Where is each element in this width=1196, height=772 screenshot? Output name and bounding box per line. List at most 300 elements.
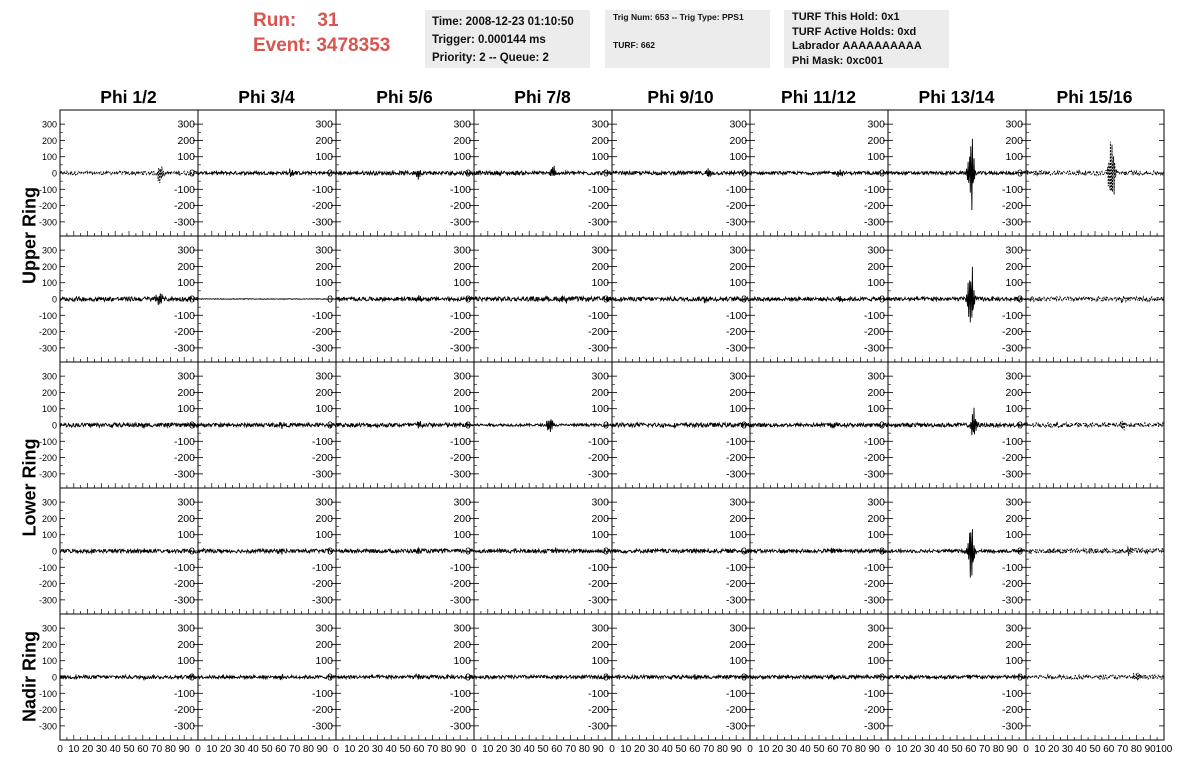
waveform-trace (198, 549, 336, 555)
y-tick-label: 200 (177, 134, 195, 147)
x-tick-label: 70 (289, 744, 301, 755)
y-tick-label: 300 (591, 118, 609, 131)
x-tick-label: 50 (123, 744, 135, 755)
waveform-trace (1026, 546, 1164, 555)
y-tick-label: -300 (863, 216, 885, 229)
waveform-trace (336, 167, 474, 180)
y-tick-label: 300 (41, 497, 57, 508)
y-tick-label: 200 (41, 135, 57, 146)
x-tick-label: 80 (302, 744, 314, 755)
y-tick-label: -200 (449, 704, 471, 717)
y-tick-label: -300 (1001, 594, 1023, 607)
x-tick-label: 80 (1130, 744, 1142, 755)
y-tick-label: -200 (311, 200, 333, 213)
y-tick-label: -100 (863, 561, 885, 574)
y-tick-label: 0 (51, 672, 57, 683)
x-tick-label: 0 (885, 744, 891, 755)
x-tick-label: 10 (68, 744, 80, 755)
y-tick-label: 0 (741, 293, 747, 306)
y-tick-label: -100 (1001, 435, 1023, 448)
y-tick-label: 300 (729, 622, 747, 635)
y-tick-label: 0 (465, 545, 471, 558)
y-tick-label: 200 (315, 512, 333, 525)
x-tick-label: 50 (675, 744, 687, 755)
y-tick-label: -200 (311, 452, 333, 465)
y-tick-label: -100 (449, 561, 471, 574)
y-tick-label: -300 (587, 594, 609, 607)
y-tick-label: 300 (453, 622, 471, 635)
column-title: Phi 1/2 (100, 87, 157, 107)
waveform-trace (750, 296, 888, 302)
y-tick-label: -200 (449, 578, 471, 591)
y-tick-label: -300 (1001, 216, 1023, 229)
y-tick-label: 300 (315, 118, 333, 131)
waveform-panel (1002, 488, 1164, 614)
x-tick-label: 30 (785, 744, 797, 755)
y-tick-label: -200 (863, 452, 885, 465)
y-tick-label: 0 (327, 293, 333, 306)
waveform-panel (312, 614, 474, 755)
y-tick-label: 100 (315, 151, 333, 164)
waveform-trace (474, 548, 612, 554)
y-tick-label: 100 (315, 277, 333, 290)
y-tick-label: 200 (315, 386, 333, 399)
y-tick-label: 300 (41, 371, 57, 382)
waveform-panel (864, 614, 1026, 755)
waveform-panel (1002, 614, 1173, 755)
y-tick-label: -100 (311, 561, 333, 574)
y-tick-label: 200 (453, 638, 471, 651)
y-tick-label: -100 (587, 687, 609, 700)
y-tick-label: 100 (177, 529, 195, 542)
y-tick-label: -300 (38, 721, 57, 732)
waveform-panel (174, 614, 336, 755)
y-tick-label: -300 (311, 216, 333, 229)
y-tick-label: -200 (311, 704, 333, 717)
waveform-trace (1026, 673, 1164, 680)
y-tick-label: 300 (1005, 622, 1023, 635)
y-tick-label: 300 (41, 623, 57, 634)
x-tick-label: 50 (1089, 744, 1101, 755)
y-tick-label: 300 (867, 496, 885, 509)
y-tick-label: -200 (173, 452, 195, 465)
x-tick-label: 0 (57, 744, 63, 755)
y-tick-label: 100 (41, 404, 57, 415)
x-tick-label: 40 (523, 744, 535, 755)
y-tick-label: -200 (725, 326, 747, 339)
x-tick-label: 20 (1048, 744, 1060, 755)
y-tick-label: -200 (1001, 200, 1023, 213)
x-tick-label: 90 (730, 744, 742, 755)
y-tick-label: 200 (1005, 134, 1023, 147)
y-tick-label: 100 (867, 277, 885, 290)
y-tick-label: -300 (587, 720, 609, 733)
y-tick-label: -100 (449, 687, 471, 700)
y-tick-label: -300 (173, 594, 195, 607)
x-tick-label: 20 (220, 744, 232, 755)
y-tick-label: 100 (867, 529, 885, 542)
y-tick-label: -200 (311, 578, 333, 591)
y-tick-label: 300 (453, 118, 471, 131)
y-tick-label: -100 (449, 309, 471, 322)
x-tick-label: 60 (827, 744, 839, 755)
y-tick-label: 200 (453, 512, 471, 525)
y-tick-label: 100 (41, 278, 57, 289)
y-tick-label: 200 (591, 260, 609, 273)
x-tick-label: 50 (537, 744, 549, 755)
y-tick-label: -200 (1001, 578, 1023, 591)
y-tick-label: 300 (1005, 244, 1023, 257)
y-tick-label: 0 (879, 419, 885, 432)
time-text: Time: 2008-12-23 01:10:50 (432, 16, 574, 28)
x-tick-label: 40 (1075, 744, 1087, 755)
y-tick-label: 0 (465, 293, 471, 306)
y-tick-label: 100 (453, 529, 471, 542)
y-tick-label: 0 (51, 420, 57, 431)
y-tick-label: 100 (1005, 655, 1023, 668)
y-tick-label: 200 (41, 387, 57, 398)
y-tick-label: 300 (1005, 370, 1023, 383)
y-tick-label: 300 (591, 496, 609, 509)
x-tick-label: 60 (275, 744, 287, 755)
y-tick-label: 300 (453, 370, 471, 383)
waveform-trace (474, 166, 612, 176)
y-tick-label: -100 (725, 183, 747, 196)
y-tick-label: 300 (1005, 118, 1023, 131)
y-tick-label: 300 (729, 244, 747, 257)
y-tick-label: -200 (38, 201, 57, 212)
waveform-trace (612, 297, 750, 304)
y-tick-label: -200 (725, 200, 747, 213)
y-tick-label: -300 (725, 342, 747, 355)
y-tick-label: 0 (327, 545, 333, 558)
x-tick-label: 10 (1034, 744, 1046, 755)
x-tick-label: 40 (247, 744, 259, 755)
turf-active-text: TURF Active Holds: 0xd (792, 25, 917, 38)
run-value: 31 (317, 10, 339, 31)
y-tick-label: 200 (315, 638, 333, 651)
y-tick-label: -100 (38, 184, 57, 195)
y-tick-label: -100 (449, 435, 471, 448)
y-tick-label: 300 (315, 370, 333, 383)
y-tick-label: 300 (453, 496, 471, 509)
y-tick-label: 200 (41, 513, 57, 524)
x-tick-label: 90 (1144, 744, 1156, 755)
y-tick-label: -300 (173, 468, 195, 481)
y-tick-label: -200 (863, 578, 885, 591)
waveform-trace (1026, 142, 1164, 195)
waveform-trace (1026, 421, 1164, 430)
y-tick-label: 300 (729, 118, 747, 131)
y-tick-label: 200 (315, 260, 333, 273)
turf-text: TURF: 662 (613, 40, 656, 50)
waveform-panel (1002, 236, 1164, 362)
x-tick-label: 90 (178, 744, 190, 755)
waveform-trace (750, 675, 888, 680)
y-tick-label: 100 (453, 151, 471, 164)
y-tick-label: 0 (51, 294, 57, 305)
y-tick-label: -300 (311, 342, 333, 355)
y-tick-label: -200 (863, 200, 885, 213)
waveform-trace (198, 299, 336, 300)
x-tick-label: 10 (344, 744, 356, 755)
y-tick-label: -100 (173, 561, 195, 574)
x-tick-label: 60 (689, 744, 701, 755)
waveform-trace (198, 422, 336, 429)
y-tick-label: 0 (189, 293, 195, 306)
y-tick-label: -300 (449, 594, 471, 607)
y-tick-label: -300 (863, 468, 885, 481)
x-tick-label: 90 (454, 744, 466, 755)
y-tick-label: -100 (587, 183, 609, 196)
y-tick-label: -200 (38, 579, 57, 590)
y-tick-label: 200 (177, 638, 195, 651)
waveform-panel (726, 614, 888, 755)
x-tick-label: 20 (910, 744, 922, 755)
y-tick-label: 300 (177, 622, 195, 635)
y-tick-label: 100 (315, 403, 333, 416)
x-tick-label: 10 (206, 744, 218, 755)
y-tick-label: -100 (38, 688, 57, 699)
y-tick-label: 0 (1017, 167, 1023, 180)
y-tick-label: 300 (867, 244, 885, 257)
y-tick-label: 200 (591, 386, 609, 399)
x-tick-label: 20 (634, 744, 646, 755)
y-tick-label: 100 (1005, 151, 1023, 164)
y-tick-label: -200 (1001, 704, 1023, 717)
y-tick-label: -100 (173, 183, 195, 196)
y-tick-label: -100 (173, 309, 195, 322)
y-tick-label: 0 (1017, 545, 1023, 558)
y-tick-label: -200 (863, 326, 885, 339)
y-tick-label: 100 (1005, 403, 1023, 416)
y-tick-label: -300 (38, 217, 57, 228)
y-tick-label: 300 (41, 119, 57, 130)
y-tick-label: 300 (1005, 496, 1023, 509)
y-tick-label: 300 (591, 244, 609, 257)
y-tick-label: 300 (177, 370, 195, 383)
y-tick-label: 0 (189, 671, 195, 684)
waveform-panel (588, 614, 750, 755)
y-tick-label: 200 (729, 260, 747, 273)
y-tick-label: -200 (449, 452, 471, 465)
x-tick-label: 30 (371, 744, 383, 755)
y-tick-label: -200 (449, 200, 471, 213)
y-tick-label: -200 (38, 327, 57, 338)
y-tick-label: 100 (591, 277, 609, 290)
y-tick-label: -100 (587, 309, 609, 322)
y-tick-label: -200 (587, 452, 609, 465)
x-tick-label: 0 (747, 744, 753, 755)
y-tick-label: -100 (449, 183, 471, 196)
y-tick-label: -200 (725, 452, 747, 465)
y-tick-label: -100 (725, 309, 747, 322)
x-tick-label: 0 (195, 744, 201, 755)
y-tick-label: -100 (863, 687, 885, 700)
y-tick-label: -300 (449, 216, 471, 229)
event-label: Event: (253, 35, 312, 56)
y-tick-label: 100 (177, 151, 195, 164)
y-tick-label: 0 (741, 671, 747, 684)
y-tick-label: 200 (177, 260, 195, 273)
waveform-trace (750, 548, 888, 553)
y-tick-label: 200 (41, 639, 57, 650)
y-tick-label: 0 (1017, 293, 1023, 306)
x-tick-label: 30 (647, 744, 659, 755)
y-tick-label: -300 (311, 468, 333, 481)
y-tick-label: 0 (603, 293, 609, 306)
y-tick-label: -100 (38, 310, 57, 321)
y-tick-label: 300 (177, 118, 195, 131)
waveform-trace (60, 549, 198, 554)
y-tick-label: -300 (587, 342, 609, 355)
x-tick-label: 40 (661, 744, 673, 755)
x-tick-label: 50 (399, 744, 411, 755)
x-tick-label: 50 (261, 744, 273, 755)
y-tick-label: -200 (1001, 326, 1023, 339)
x-tick-label: 30 (233, 744, 245, 755)
y-tick-label: -300 (38, 343, 57, 354)
y-tick-label: 100 (315, 655, 333, 668)
y-tick-label: -300 (1001, 468, 1023, 481)
y-tick-label: -100 (311, 435, 333, 448)
x-tick-label: 0 (471, 744, 477, 755)
y-tick-label: -100 (587, 561, 609, 574)
y-tick-label: -300 (863, 342, 885, 355)
waveform-trace (612, 168, 750, 176)
x-tick-label: 80 (854, 744, 866, 755)
row-label: Lower Ring (19, 438, 40, 537)
y-tick-label: 0 (603, 545, 609, 558)
y-tick-label: -300 (449, 342, 471, 355)
x-tick-label: 10 (620, 744, 632, 755)
y-tick-label: 200 (1005, 260, 1023, 273)
y-tick-label: 100 (729, 277, 747, 290)
x-tick-label: 20 (82, 744, 94, 755)
y-tick-label: 200 (867, 638, 885, 651)
y-tick-label: -200 (38, 705, 57, 716)
y-tick-label: 0 (741, 167, 747, 180)
y-tick-label: 200 (591, 134, 609, 147)
y-tick-label: 100 (315, 529, 333, 542)
y-tick-label: -100 (587, 435, 609, 448)
y-tick-label: 200 (41, 261, 57, 272)
x-tick-label: 100 (1155, 744, 1173, 755)
y-tick-label: 300 (729, 496, 747, 509)
x-tick-label: 30 (923, 744, 935, 755)
y-tick-label: -300 (449, 468, 471, 481)
x-tick-label: 40 (937, 744, 949, 755)
y-tick-label: -300 (311, 594, 333, 607)
y-tick-label: 300 (867, 118, 885, 131)
y-tick-label: 200 (315, 134, 333, 147)
y-tick-label: -100 (311, 183, 333, 196)
y-tick-label: 300 (867, 622, 885, 635)
y-tick-label: -100 (863, 183, 885, 196)
x-tick-label: 10 (758, 744, 770, 755)
y-tick-label: -100 (863, 309, 885, 322)
y-tick-label: -300 (725, 216, 747, 229)
x-tick-label: 90 (316, 744, 328, 755)
column-title: Phi 3/4 (238, 87, 295, 107)
y-tick-label: -300 (173, 342, 195, 355)
y-tick-label: 100 (177, 403, 195, 416)
y-tick-label: 0 (603, 167, 609, 180)
y-tick-label: -200 (173, 200, 195, 213)
y-tick-label: 200 (729, 638, 747, 651)
y-tick-label: -200 (173, 704, 195, 717)
y-tick-label: 100 (867, 151, 885, 164)
y-tick-label: 0 (879, 167, 885, 180)
waveform-trace (60, 423, 198, 429)
x-tick-label: 60 (413, 744, 425, 755)
y-tick-label: -200 (1001, 452, 1023, 465)
x-tick-label: 30 (95, 744, 107, 755)
y-tick-label: 100 (867, 655, 885, 668)
labrador-text: Labrador AAAAAAAAAA (792, 40, 922, 52)
y-tick-label: 200 (453, 260, 471, 273)
y-tick-label: 0 (741, 419, 747, 432)
y-tick-label: -200 (725, 704, 747, 717)
y-tick-label: 100 (591, 151, 609, 164)
y-tick-label: 0 (189, 419, 195, 432)
column-title: Phi 9/10 (647, 87, 714, 107)
y-tick-label: -100 (38, 562, 57, 573)
y-tick-label: 0 (879, 671, 885, 684)
y-tick-label: 0 (327, 167, 333, 180)
y-tick-label: 300 (591, 370, 609, 383)
y-tick-label: 0 (603, 671, 609, 684)
x-tick-label: 80 (578, 744, 590, 755)
y-tick-label: -200 (173, 578, 195, 591)
y-tick-label: 100 (1005, 277, 1023, 290)
x-tick-label: 70 (427, 744, 439, 755)
y-tick-label: -100 (725, 561, 747, 574)
x-tick-label: 70 (1117, 744, 1129, 755)
x-tick-label: 90 (1006, 744, 1018, 755)
y-tick-label: 0 (603, 419, 609, 432)
y-tick-label: 0 (465, 167, 471, 180)
waveform-trace (474, 419, 612, 432)
y-tick-label: 100 (41, 530, 57, 541)
waveform-trace (888, 675, 1026, 680)
y-tick-label: 200 (453, 134, 471, 147)
y-tick-label: -200 (587, 704, 609, 717)
y-tick-label: 100 (453, 655, 471, 668)
y-tick-label: 300 (315, 496, 333, 509)
x-tick-label: 70 (841, 744, 853, 755)
row-label: Upper Ring (19, 187, 40, 284)
y-tick-label: 0 (51, 168, 57, 179)
trig-num-text: Trig Num: 653 -- Trig Type: PPS1 (613, 12, 744, 22)
row-label: Nadir Ring (19, 631, 40, 723)
y-tick-label: 300 (867, 370, 885, 383)
y-tick-label: -100 (1001, 687, 1023, 700)
y-tick-label: -300 (173, 216, 195, 229)
x-tick-label: 60 (551, 744, 563, 755)
y-tick-label: -300 (725, 468, 747, 481)
x-tick-label: 20 (772, 744, 784, 755)
y-tick-label: -300 (38, 469, 57, 480)
waveform-trace (474, 293, 612, 306)
x-tick-label: 70 (565, 744, 577, 755)
trigger-text: Trigger: 0.000144 ms (432, 34, 546, 46)
waveform-trace (612, 674, 750, 679)
y-tick-label: -200 (449, 326, 471, 339)
x-tick-label: 10 (482, 744, 494, 755)
y-tick-label: 100 (729, 151, 747, 164)
y-tick-label: 200 (867, 134, 885, 147)
